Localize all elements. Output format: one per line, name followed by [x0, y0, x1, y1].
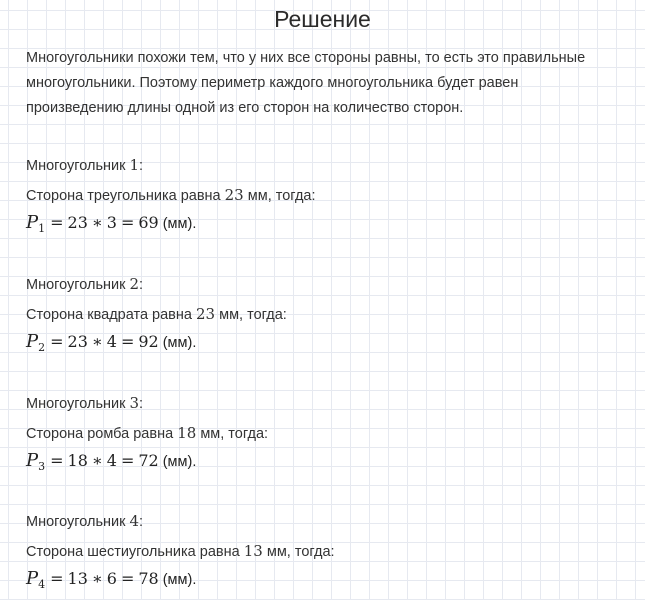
- perimeter-subscript: 3: [38, 460, 46, 473]
- perimeter-formula: [26, 330, 626, 354]
- perimeter-result: 69: [138, 213, 159, 232]
- side-value: 23: [67, 213, 88, 232]
- side-value: 18: [67, 451, 88, 470]
- side-value: 23: [67, 332, 88, 351]
- perimeter-result: 72: [138, 451, 159, 470]
- polygon-description: [26, 541, 626, 561]
- perimeter-variable: P: [26, 331, 39, 352]
- perimeter-formula: [26, 449, 626, 473]
- polygon-heading-suffix: :: [139, 277, 144, 293]
- perimeter-formula: [26, 211, 626, 235]
- polygon-number: 3: [129, 394, 140, 412]
- perimeter-result: 92: [138, 332, 159, 351]
- polygon-heading: [26, 155, 626, 175]
- side-length: 23: [195, 305, 216, 323]
- polygon-heading-text: Многоугольник: [26, 277, 126, 293]
- perimeter-variable: P: [26, 568, 39, 589]
- description-suffix: мм, тогда:: [200, 426, 269, 442]
- unit-label: (мм).: [162, 572, 197, 588]
- polygon-description: [26, 185, 626, 205]
- intro-paragraph: [26, 46, 626, 121]
- perimeter-result: 78: [138, 569, 159, 588]
- equals-sign: =: [120, 569, 135, 588]
- equals-sign: =: [50, 213, 64, 232]
- unit-label: (мм).: [162, 454, 197, 470]
- polygon-number: 2: [129, 275, 140, 293]
- polygon-heading-suffix: :: [139, 396, 144, 412]
- polygon-number: 4: [129, 512, 140, 530]
- side-length: 23: [224, 186, 244, 204]
- equals-sign: =: [120, 332, 135, 351]
- polygon-heading-text: Многоугольник: [26, 514, 126, 530]
- intro-line-2: многоугольники. Поэтому периметр каждого многоугольника будет равен: [26, 75, 519, 91]
- sides-count: 6: [106, 569, 117, 588]
- equals-sign: =: [120, 213, 135, 232]
- side-length: 18: [177, 424, 197, 442]
- equals-sign: =: [50, 569, 64, 588]
- perimeter-variable: P: [26, 212, 39, 233]
- polygon-heading: [26, 393, 626, 413]
- multiply-sign: ∗: [91, 213, 103, 232]
- equals-sign: =: [50, 332, 64, 351]
- polygon-description: [26, 304, 626, 324]
- perimeter-subscript: 4: [38, 578, 46, 591]
- sides-count: 3: [106, 213, 117, 232]
- polygon-heading-suffix: :: [139, 158, 144, 174]
- perimeter-subscript: 2: [38, 341, 46, 354]
- polygon-heading: [26, 511, 626, 531]
- perimeter-variable: P: [26, 450, 39, 471]
- polygon-heading-text: Многоугольник: [26, 158, 126, 174]
- multiply-sign: ∗: [91, 332, 103, 351]
- description-suffix: мм, тогда:: [266, 544, 335, 560]
- polygon-block-2: [26, 274, 626, 354]
- description-prefix: Сторона треугольника равна: [26, 188, 221, 204]
- equals-sign: =: [50, 451, 64, 470]
- polygon-heading-suffix: :: [139, 514, 144, 530]
- description-prefix: Сторона ромба равна: [26, 426, 174, 442]
- polygon-block-4: [26, 511, 626, 591]
- intro-line-3: произведению длины одной из его сторон на количество сторон.: [26, 100, 464, 116]
- description-prefix: Сторона квадрата равна: [26, 307, 192, 323]
- polygon-number: 1: [129, 156, 140, 174]
- perimeter-subscript: 1: [38, 222, 46, 235]
- description-suffix: мм, тогда:: [219, 307, 287, 323]
- perimeter-formula: [26, 567, 626, 591]
- unit-label: (мм).: [162, 335, 197, 351]
- polygon-description: [26, 423, 626, 443]
- multiply-sign: ∗: [91, 451, 103, 470]
- polygon-block-3: [26, 393, 626, 473]
- polygon-heading: [26, 274, 626, 294]
- multiply-sign: ∗: [91, 569, 103, 588]
- sides-count: 4: [106, 332, 117, 351]
- description-suffix: мм, тогда:: [247, 188, 316, 204]
- unit-label: (мм).: [162, 216, 197, 232]
- equals-sign: =: [120, 451, 135, 470]
- side-length: 13: [243, 542, 263, 560]
- description-prefix: Сторона шестиугольника равна: [26, 544, 240, 560]
- side-value: 13: [67, 569, 88, 588]
- intro-line-1: Многоугольники похожи тем, что у них все стороны равны, то есть это правильные: [26, 50, 586, 66]
- polygon-block-1: [26, 155, 626, 235]
- sides-count: 4: [106, 451, 117, 470]
- page-title: Решение: [274, 6, 371, 32]
- polygon-heading-text: Многоугольник: [26, 396, 126, 412]
